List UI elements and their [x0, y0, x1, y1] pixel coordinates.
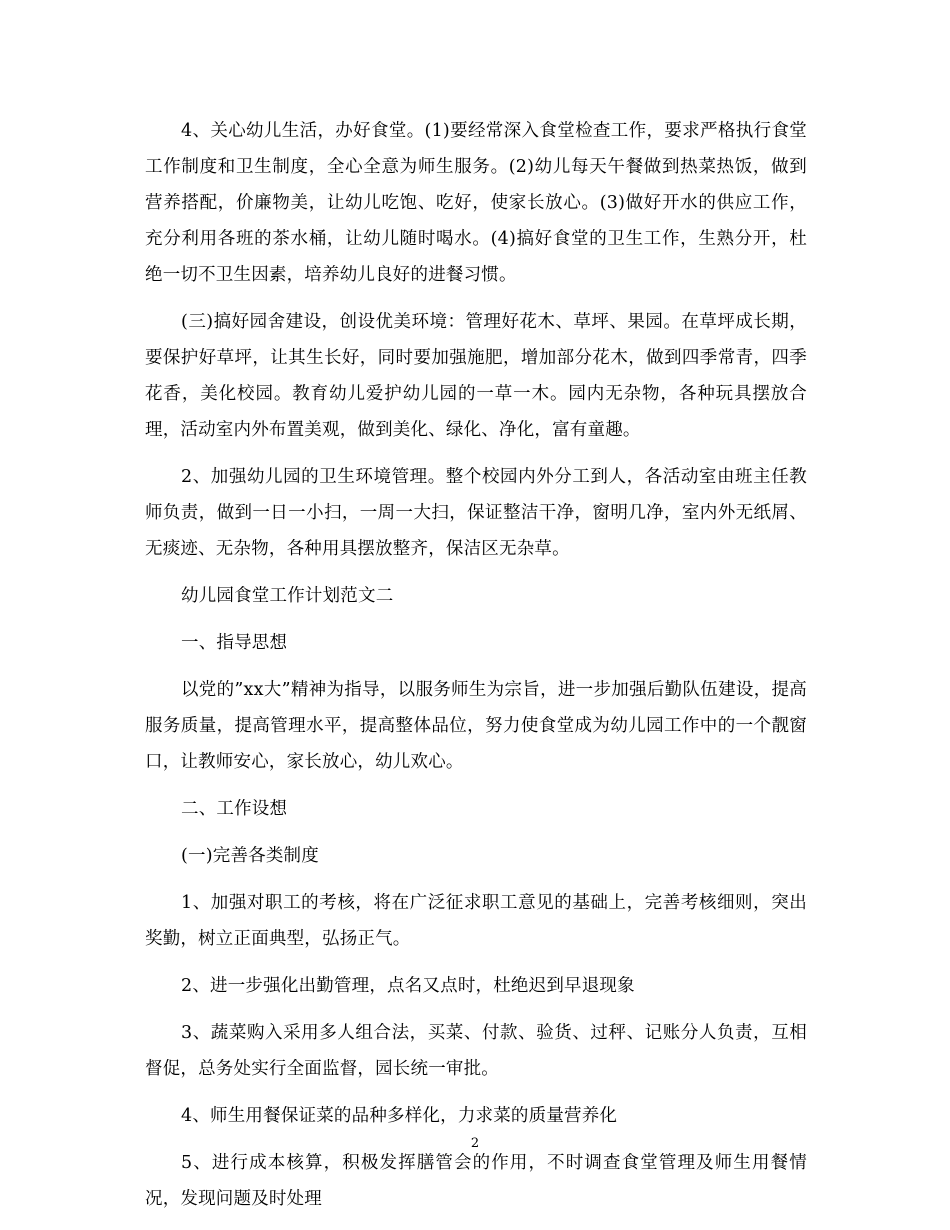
list-item-meal-variety: 4、师生用餐保证菜的品种多样化，力求菜的质量营养化 [181, 1106, 618, 1126]
document-body [145, 113, 807, 1228]
heading-improve-systems: (一)完善各类制度 [181, 846, 319, 866]
page-number: 2 [470, 1136, 480, 1151]
list-item-staff-assessment: 1、加强对职工的考核，将在广泛征求职工意见的基础上，完善考核细则，突出奖勤，树立正面典型，弘扬正气。 [145, 893, 807, 949]
paragraph-hygiene-management: 2、加强幼儿园的卫生环境管理。整个校园内外分工到人，各活动室由班主任教师负责，做到一日一小扫，一周一大扫，保证整洁干净，窗明几净，室内外无纸屑、无痰迹、无杂物，各种用具摆放整齐，保洁区无杂草。 [145, 467, 807, 559]
heading-guiding-ideology: 一、指导思想 [181, 633, 288, 653]
paragraph-campus-environment: (三)搞好园舍建设，创设优美环境：管理好花木、草坪、果园。在草坪成长期，要保护好草坪，让其生长好，同时要加强施肥，增加部分花木，做到四季常青，四季花香，美化校园。教育幼儿爱护幼儿园的一草一木。园内无杂物，各种玩具摆放合理，活动室内外布置美观，做到美化、绿化、净化，富有童趣。 [145, 312, 807, 440]
paragraph-guiding-ideology: 以党的”xx大”精神为指导，以服务师生为宗旨，进一步加强后勤队伍建设，提高服务质量，提高管理水平，提高整体品位，努力使食堂成为幼儿园工作中的一个靓窗口，让教师安心，家长放心，幼儿欢心。 [145, 680, 807, 772]
section-title-sample-two: 幼儿园食堂工作计划范文二 [181, 586, 394, 606]
list-item-vegetable-purchase: 3、蔬菜购入采用多人组合法，买菜、付款、验货、过秤、记账分人负责，互相督促，总务处实行全面监督，园长统一审批。 [145, 1023, 807, 1079]
heading-work-plan: 二、工作设想 [181, 799, 288, 819]
list-item-cost-accounting: 5、进行成本核算，积极发挥膳管会的作用，不时调查食堂管理及师生用餐情况，发现问题及时处理 [145, 1153, 807, 1209]
paragraph-canteen-care: 4、关心幼儿生活，办好食堂。(1)要经常深入食堂检查工作，要求严格执行食堂工作制度和卫生制度，全心全意为师生服务。(2)幼儿每天午餐做到热菜热饭，做到营养搭配，价廉物美，让幼儿吃饱、吃好，使家长放心。(3)做好开水的供应工作，充分利用各班的茶水桶，让幼儿随时喝水。(4)搞好食堂的卫生工作，生熟分开，杜绝一切不卫生因素，培养幼儿良好的进餐习惯。 [145, 121, 807, 285]
list-item-attendance: 2、进一步强化出勤管理，点名又点时，杜绝迟到早退现象 [181, 976, 635, 996]
